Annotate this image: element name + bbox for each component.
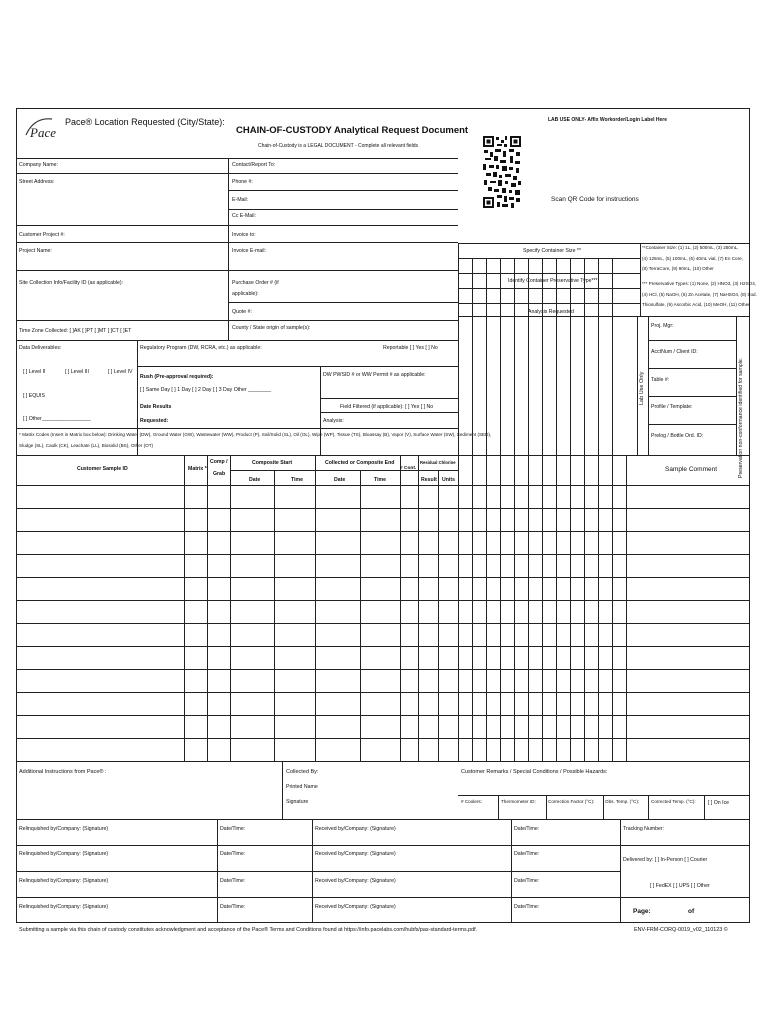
coolers-field[interactable]: # Coolers: <box>461 799 482 804</box>
relinquished-date-4[interactable]: Date/Time: <box>220 904 246 910</box>
analysis-column-line <box>514 258 515 761</box>
col-units: Units <box>442 477 455 483</box>
form-id: ENV-FRM-CORQ-0019_v02_110123 © <box>634 927 728 933</box>
company-name-field[interactable]: Company Name: <box>19 162 58 168</box>
level2-checkbox[interactable]: [ ] Level II <box>23 369 46 375</box>
table-num-field[interactable]: Table #: <box>651 377 670 383</box>
thermometer-field[interactable]: Thermometer ID: <box>501 799 536 804</box>
received-date-3[interactable]: Date/Time: <box>514 878 540 884</box>
county-state-field[interactable]: County / State origin of sample(s): <box>232 325 311 331</box>
page-number-label: Page: <box>633 908 651 915</box>
level4-checkbox[interactable]: [ ] Level IV <box>108 369 133 375</box>
received-date-4[interactable]: Date/Time: <box>514 904 540 910</box>
col-comp-grab-1: Comp / <box>210 459 228 465</box>
qr-code-icon <box>482 135 522 209</box>
dw-pwsid-field[interactable]: DW PWSID # or WW Permit # as applicable: <box>323 372 426 378</box>
col-composite-start: Composite Start <box>252 460 293 466</box>
preservative-note-1: *** Preservative Types: (1) None, (2) HNO3, (3) H2SO4, <box>642 281 757 286</box>
analysis-field[interactable]: Analysis: <box>323 418 344 424</box>
profile-template-field[interactable]: Profile / Template: <box>651 404 693 410</box>
preservative-note-2: (4) HCl, (5) NaOH, (6) Zn Acetate, (7) NaHSO4, (8) Sod. <box>642 292 757 297</box>
relinquished-date-1[interactable]: Date/Time: <box>220 826 246 832</box>
col-collected: Collected or Composite End <box>325 460 395 466</box>
quote-field[interactable]: Quote #: <box>232 309 252 315</box>
customer-remarks-field[interactable]: Customer Remarks / Special Conditions / Possible Hazards: <box>461 769 608 775</box>
relinquished-by-1[interactable]: Relinquished by/Company: (Signature) <box>19 826 109 832</box>
col-end-date: Date <box>334 477 346 483</box>
phone-field[interactable]: Phone #: <box>232 179 253 185</box>
relinquished-date-3[interactable]: Date/Time: <box>220 878 246 884</box>
customer-project-field[interactable]: Customer Project #: <box>19 232 65 238</box>
analysis-column-line <box>556 258 557 761</box>
signature-field[interactable]: Signature <box>286 799 309 805</box>
collected-by-field[interactable]: Collected By: <box>286 769 319 775</box>
table-row[interactable] <box>16 600 750 601</box>
table-row[interactable] <box>16 485 750 486</box>
col-num-cont: # Cont. <box>400 466 417 471</box>
container-note-1: **Container Size: (1) 1L, (2) 500mL, (3) 250mL, <box>642 245 739 250</box>
preservative-note-3: Thiosulfate, (9) Ascorbic Acid, (10) MeOH, (11) Other <box>642 302 750 307</box>
received-by-2[interactable]: Received by/Company: (Signature) <box>315 851 396 857</box>
analysis-column-line <box>584 258 585 761</box>
po-field-line1[interactable]: Purchase Order # (if <box>232 280 279 286</box>
data-deliverables-label: Data Deliverables: <box>19 345 62 351</box>
table-row[interactable] <box>16 715 750 716</box>
matrix-codes-line1: * Matrix Codes (Insert in Matrix box below): Drinking Water (DW), Ground Water (GW), Wastewater (WW), Product (P), Soil/Solid (SL), Oil (OL), Wipe (WP), Tissue (TS), Bioassay (B), Vapor (V), Surface Water (SW), Sediment (SED), <box>19 432 492 437</box>
container-note-3: (8) TerraCore, (9) 90mL, (10) Other <box>642 266 714 271</box>
col-sample-comment: Sample Comment <box>665 466 718 473</box>
col-matrix: Matrix * <box>188 466 207 472</box>
delivered-by-checkbox[interactable]: Delivered by: [ ] In-Person [ ] Courier <box>623 857 708 863</box>
location-requested-label: Pace® Location Requested (City/State): <box>65 117 225 127</box>
street-address-field[interactable]: Street Address: <box>19 179 55 185</box>
tracking-number-field[interactable]: Tracking Number: <box>623 826 665 832</box>
page-subtitle: Chain-of-Custody is a LEGAL DOCUMENT - Complete all relevant fields <box>258 143 419 149</box>
pace-logo <box>22 113 60 143</box>
table-row[interactable] <box>16 669 750 670</box>
container-size-label: Specify Container Size ** <box>523 248 581 254</box>
regulatory-program-field[interactable]: Regulatory Program (DW, RCRA, etc.) as applicable: <box>140 345 262 351</box>
page-title: CHAIN-OF-CUSTODY Analytical Request Document <box>236 125 469 136</box>
table-row[interactable] <box>16 577 750 578</box>
col-end-time: Time <box>374 477 387 483</box>
additional-instructions-field[interactable]: Additional Instructions from Pace® : <box>19 769 107 775</box>
time-zone-field[interactable]: Time Zone Collected: [ ]AK [ ]PT [ ]MT [ ]CT [ ]ET <box>19 328 132 334</box>
lab-use-label: LAB USE ONLY- Affix Workorder/Login Label Here <box>548 117 667 123</box>
email-field[interactable]: E-Mail: <box>232 197 249 203</box>
lab-use-only-label: Lab Use Only <box>639 371 645 405</box>
col-sample-id: Customer Sample ID <box>77 466 128 472</box>
table-row[interactable] <box>16 692 750 693</box>
analysis-column-line <box>486 258 487 761</box>
obs-temp-field[interactable]: Obs. Temp. (°C): <box>605 799 640 804</box>
table-row[interactable] <box>16 531 750 532</box>
col-residual-chlorine: Residual Chlorine <box>420 460 456 465</box>
correction-factor-field[interactable]: Correction Factor (°C): <box>548 799 595 804</box>
on-ice-checkbox[interactable]: [ ] On Ice <box>708 800 730 806</box>
project-name-field[interactable]: Project Name: <box>19 248 52 254</box>
rush-options[interactable]: [ ] Same Day [ ] 1 Day [ ] 2 Day [ ] 3 Day Other ________ <box>140 387 272 393</box>
received-by-3[interactable]: Received by/Company: (Signature) <box>315 878 396 884</box>
form-frame <box>16 108 750 923</box>
reportable-checkbox[interactable]: Reportable [ ] Yes [ ] No <box>383 345 438 351</box>
page-of-label: of <box>688 908 695 915</box>
invoice-to-field[interactable]: Invoice to: <box>232 232 256 238</box>
po-field-line2: applicable): <box>232 291 259 297</box>
field-filtered-checkbox[interactable]: Field Filtered (if applicable): [ ] Yes [ ] No <box>340 404 434 410</box>
other-checkbox[interactable]: [ ] Other_________________ <box>23 416 91 422</box>
acctnum-field[interactable]: AcctNum / Client ID: <box>651 349 698 355</box>
corrected-temp-field[interactable]: Corrected Temp. (°C): <box>651 799 696 804</box>
table-row[interactable] <box>16 508 750 509</box>
terms-footer: Submitting a sample via this chain of custody constitutes acknowledgment and acceptance of the Pace® Terms and Conditions found at https://info.pacelabs.com/hubfs/pas-standard-terms.pdf. <box>19 927 478 933</box>
analysis-column-line <box>528 258 529 761</box>
table-row[interactable] <box>16 623 750 624</box>
table-row[interactable] <box>16 646 750 647</box>
equis-checkbox[interactable]: [ ] EQUIS <box>23 393 45 399</box>
rush-label: Rush (Pre-approval required): <box>140 374 214 380</box>
relinquished-by-4[interactable]: Relinquished by/Company: (Signature) <box>19 904 109 910</box>
container-note-2: (4) 125mL, (5) 100mL, (6) 40mL vial, (7) En Core, <box>642 256 743 261</box>
matrix-codes-line2: Sludge (SL), Caulk (CK), Leachate (LL), Biosolid (BS), Other (OT) <box>19 443 154 448</box>
relinquished-by-2[interactable]: Relinquished by/Company: (Signature) <box>19 851 109 857</box>
preservation-label: Preservation non-conformance identified for sample. <box>738 357 744 478</box>
analysis-column-line <box>570 258 571 761</box>
proj-mgr-field[interactable]: Proj. Mgr: <box>651 323 674 329</box>
invoice-email-field[interactable]: Invoice E-mail: <box>232 248 267 254</box>
analysis-column-line <box>472 258 473 761</box>
container-preservative-label: Identify Container Preservative Type*** <box>508 278 598 284</box>
pace-logo-icon <box>22 113 60 143</box>
contact-report-field[interactable]: Contact/Report To: <box>232 162 276 168</box>
analysis-column-line <box>500 258 501 761</box>
received-by-4[interactable]: Received by/Company: (Signature) <box>315 904 396 910</box>
col-result: Result <box>421 477 437 483</box>
site-collection-field[interactable]: Site Collection Info/Facility ID (as applicable): <box>19 280 124 286</box>
scan-qr-label: Scan QR Code for instructions <box>551 196 639 203</box>
col-start-date: Date <box>249 477 261 483</box>
printed-name-field[interactable]: Printed Name <box>286 784 318 790</box>
analysis-column-line <box>598 258 599 761</box>
level3-checkbox[interactable]: [ ] Level III <box>65 369 89 375</box>
analysis-column-line <box>612 258 613 761</box>
relinquished-date-2[interactable]: Date/Time: <box>220 851 246 857</box>
date-results-label: Date Results <box>140 404 172 410</box>
analysis-column-line <box>542 258 543 761</box>
received-date-2[interactable]: Date/Time: <box>514 851 540 857</box>
cc-email-field[interactable]: Cc E-Mail: <box>232 213 256 219</box>
col-start-time: Time <box>291 477 304 483</box>
received-by-1[interactable]: Received by/Company: (Signature) <box>315 826 396 832</box>
logo-text: Pace <box>30 125 56 140</box>
table-row[interactable] <box>16 554 750 555</box>
relinquished-by-3[interactable]: Relinquished by/Company: (Signature) <box>19 878 109 884</box>
col-comp-grab-2: Grab <box>213 471 226 477</box>
received-date-1[interactable]: Date/Time: <box>514 826 540 832</box>
analysis-requested-label: Analysis Requested <box>528 309 574 315</box>
prelog-field[interactable]: Prelog / Bottle Ord. ID: <box>651 433 704 439</box>
table-row[interactable] <box>16 738 750 739</box>
carrier-checkbox[interactable]: [ ] FedEX [ ] UPS [ ] Other <box>650 883 710 889</box>
requested-label: Requested: <box>140 418 169 424</box>
